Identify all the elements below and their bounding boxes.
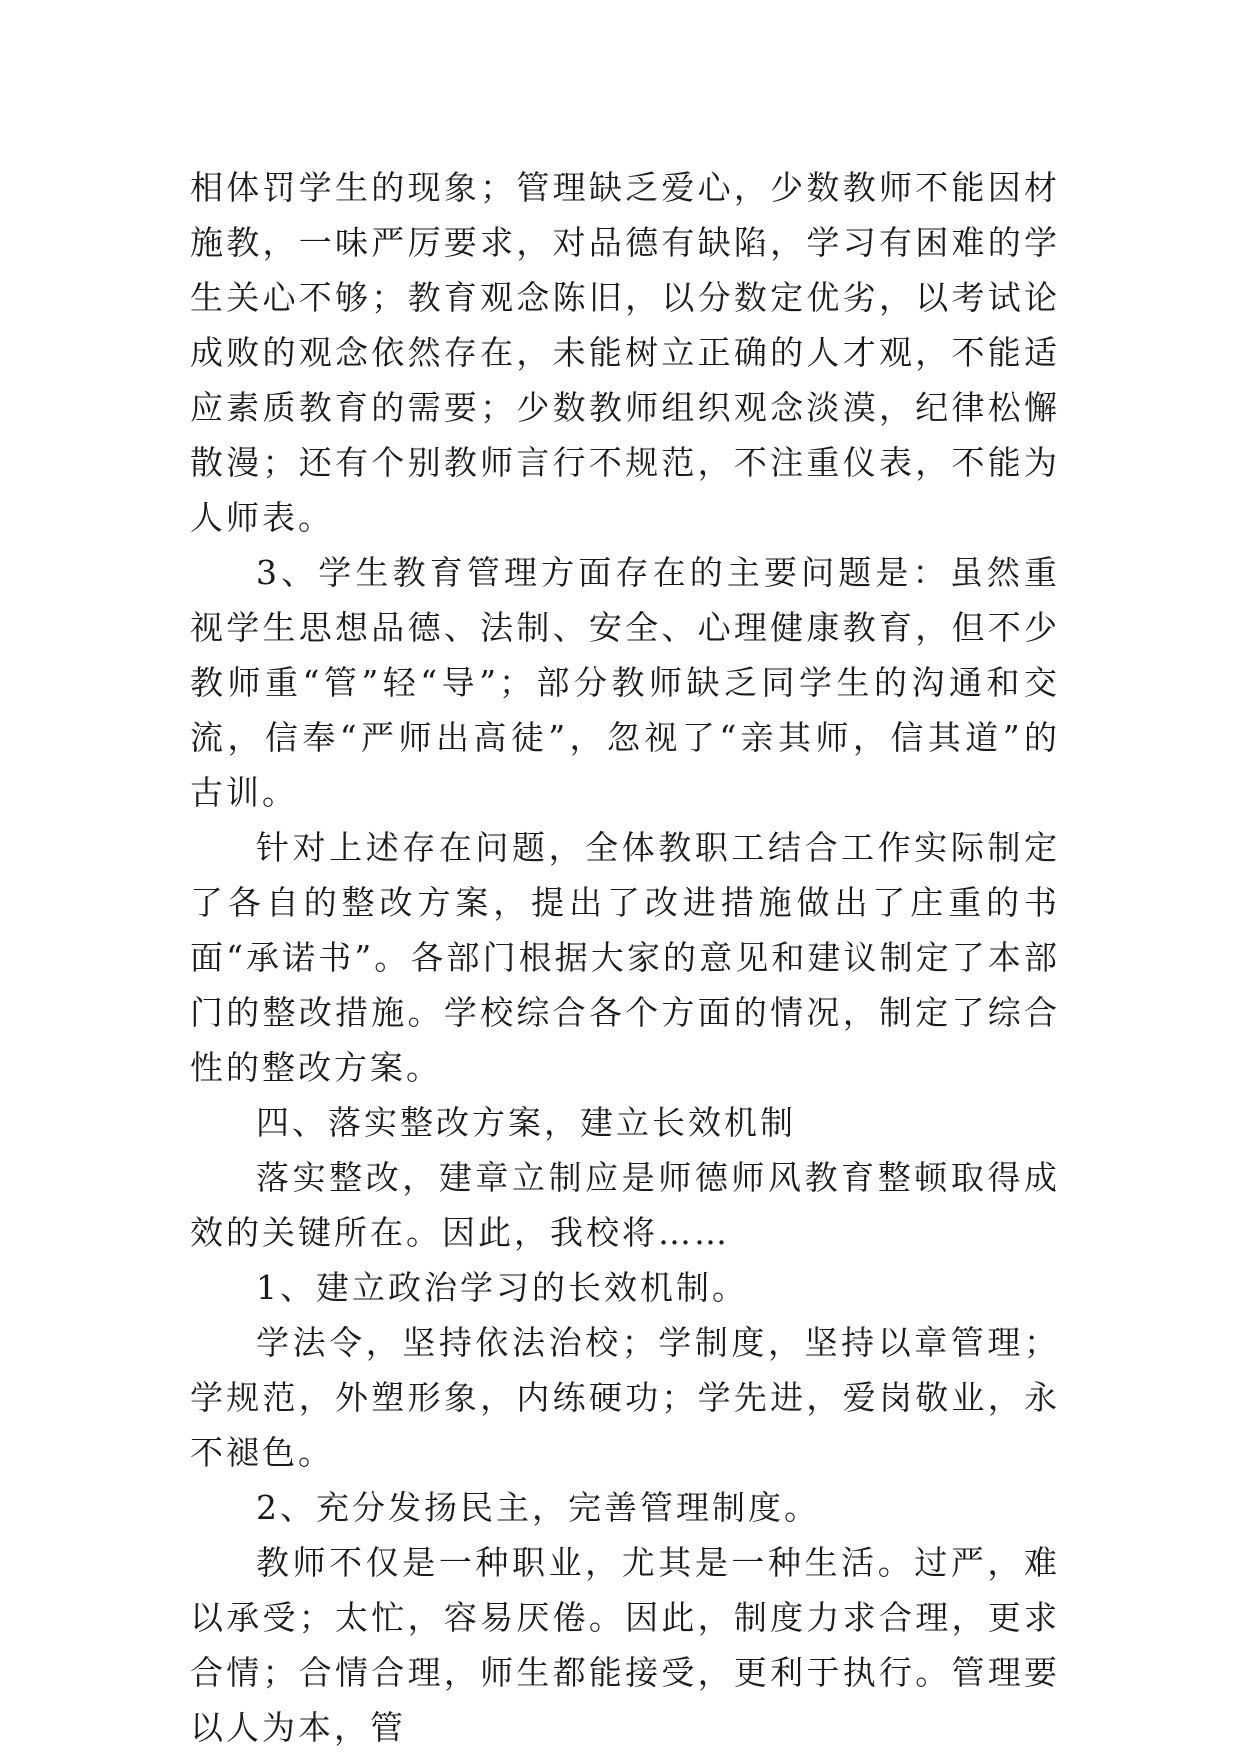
subheading-2: 2、充分发扬民主，完善管理制度。 [256,1488,820,1527]
section-heading: 四、落实整改方案，建立长效机制 [256,1103,796,1142]
paragraph-2: 3、学生教育管理方面存在的主要问题是：虽然重视学生思想品德、法制、安全、心理健康教育，但不少教师重“管”轻“导”；部分教师缺乏同学生的沟通和交流，信奉“严师出高徒”，忽视了“亲其师，信其道”的古训。 [190,553,1060,812]
document-body [190,160,1060,1755]
paragraph-9: 教师不仅是一种职业，尤其是一种生活。过严，难以承受；太忙，容易厌倦。因此，制度力求合理，更求合情；合情合理，师生都能接受，更利于执行。管理要以人为本，管 [190,1543,1060,1747]
paragraph-1: 相体罚学生的现象；管理缺乏爱心，少数教师不能因材施教，一味严厉要求，对品德有缺陷，学习有困难的学生关心不够；教育观念陈旧，以分数定优劣，以考试论成败的观念依然存在，未能树立正确的人才观，不能适应素质教育的需要；少数教师组织观念淡漠，纪律松懈散漫；还有个别教师言行不规范，不注重仪表，不能为人师表。 [190,168,1060,537]
paragraph-7: 学法令，坚持依法治校；学制度，坚持以章管理；学规范，外塑形象，内练硬功；学先进，爱岗敬业，永不褪色。 [190,1323,1060,1472]
subheading-1: 1、建立政治学习的长效机制。 [256,1268,748,1307]
paragraph-3: 针对上述存在问题，全体教职工结合工作实际制定了各自的整改方案，提出了改进措施做出了庄重的书面“承诺书”。各部门根据大家的意见和建议制定了本部门的整改措施。学校综合各个方面的情况，制定了综合性的整改方案。 [190,828,1060,1087]
paragraph-5: 落实整改，建章立制应是师德师风教育整顿取得成效的关键所在。因此，我校将…… [190,1158,1060,1252]
